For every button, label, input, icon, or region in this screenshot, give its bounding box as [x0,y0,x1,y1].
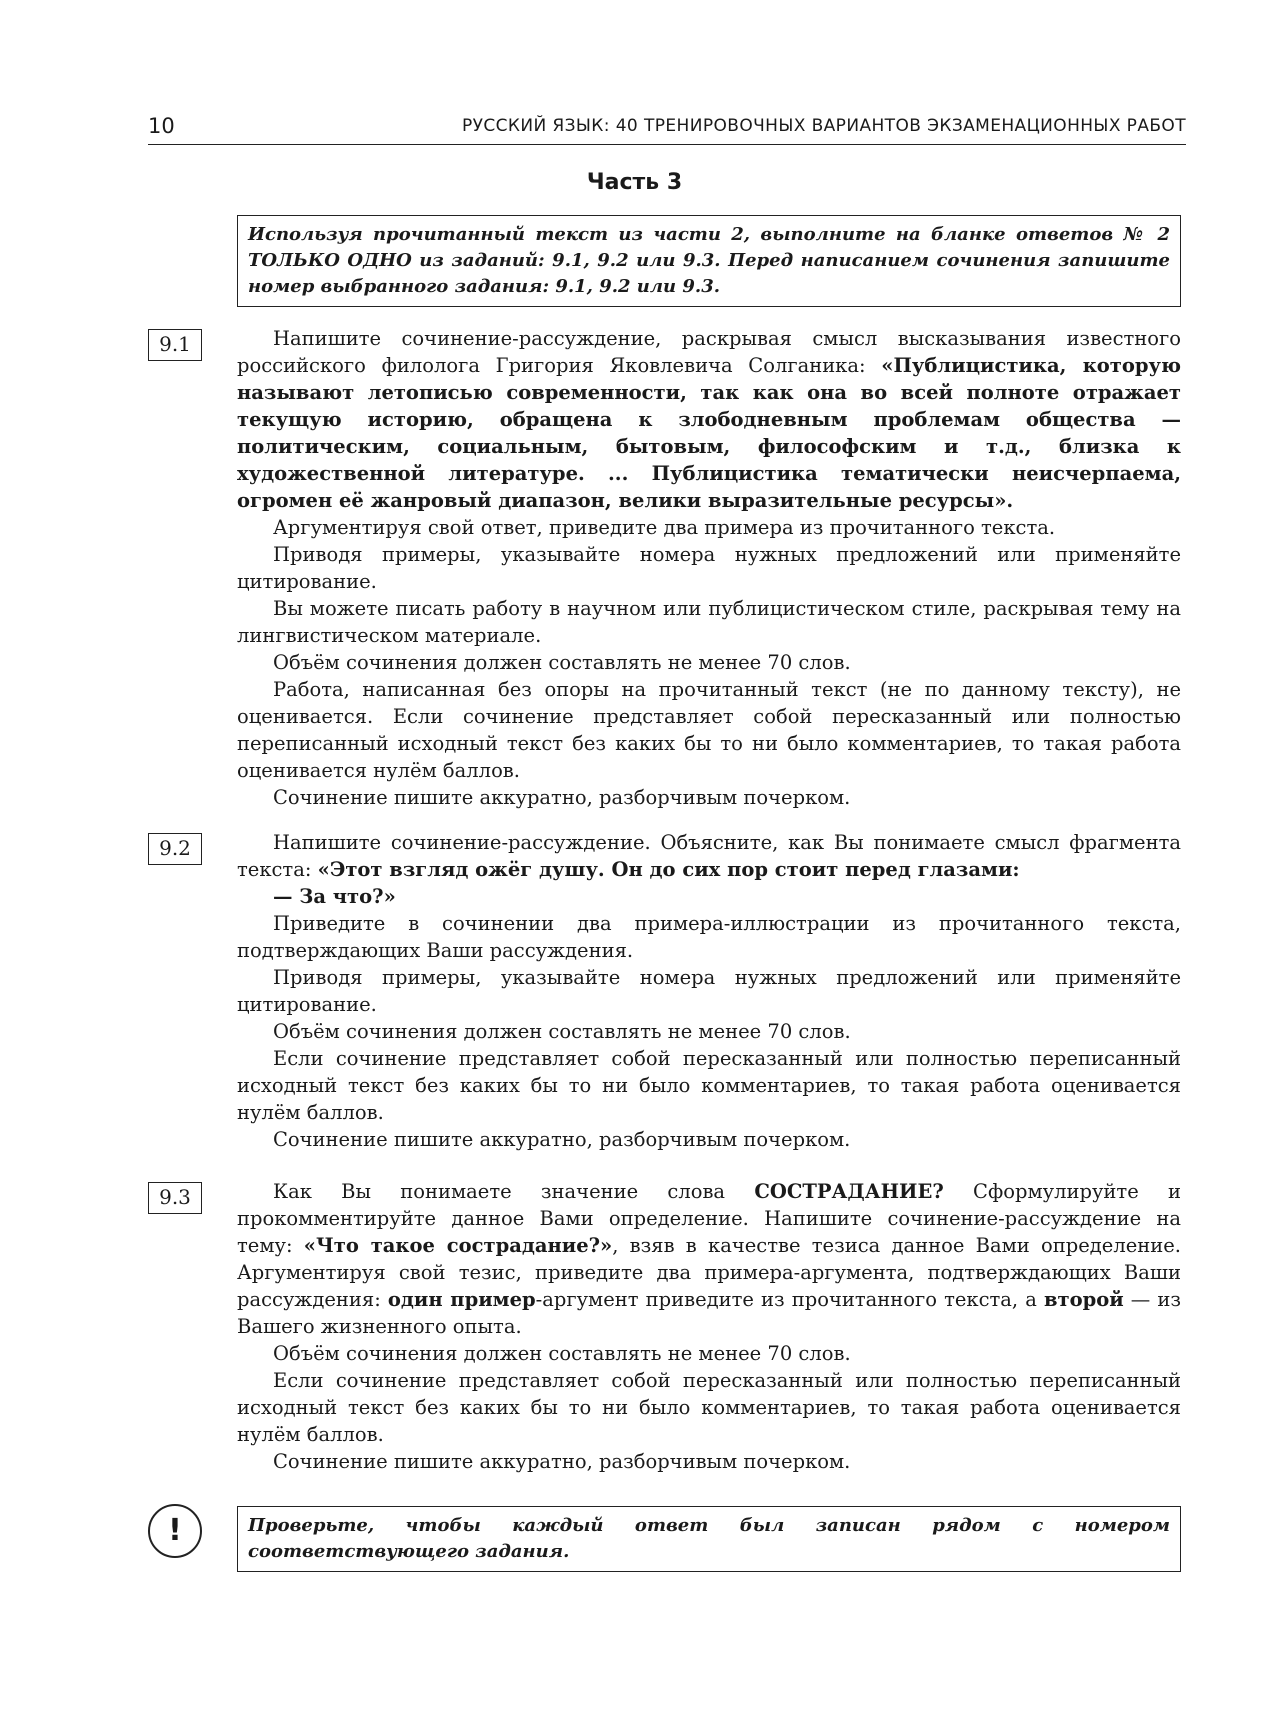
task-9-2-intro: Напишите сочинение-рассуждение. Объясните, как Вы понимаете смысл фрагмента текста: «Этот взгляд ожёг душу. Он до сих пор стоит перед глазами: [237,831,1181,881]
task-9-2-p5: Если сочинение представляет собой пересказанный или полностью переписанный исходный текст без каких бы то ни было комментариев, то такая работа оценивается нулём баллов. [237,1047,1181,1124]
task-number-9-1: 9.1 [148,329,202,361]
solganik-quote: «Публицистика, которую называют летописью современности, так как она во всей полноте отражает текущую историю, обращена к злободневным проблемам общества — политическим, социальным, бытовым, философским и т.д., близка к художественной литературе. ... Публицистика тематически неисчерпаема, огромен её жанровый диапазон, велики выразительные ресурсы». [237,354,1181,512]
task-9-1-p5: Объём сочинения должен составлять не менее 70 слов. [273,651,851,674]
instruction-box: Используя прочитанный текст из части 2, выполните на бланке ответов № 2 ТОЛЬКО ОДНО из заданий: 9.1, 9.2 или 9.3. Перед написанием сочинения запишите номер выбранного задания: 9.1, 9.2 или 9.3. [237,215,1181,307]
task-9-3-p3: Если сочинение представляет собой пересказанный или полностью переписанный исходный текст без каких бы то ни было комментариев, то такая работа оценивается нулём баллов. [237,1369,1181,1446]
task-9-3 [237,1178,1181,1475]
note-box: Проверьте, чтобы каждый ответ был записан рядом с номером соответствующего задания. [237,1506,1181,1572]
fragment-quote-line1: «Этот взгляд ожёг душу. Он до сих пор стоит перед глазами: [317,858,1020,881]
exclamation-icon: ! [148,1504,202,1558]
part-title: Часть 3 [586,170,683,195]
task-9-1-p3: Приводя примеры, указывайте номера нужных предложений или применяйте цитирование. [237,543,1181,593]
task-number-9-3: 9.3 [148,1182,202,1214]
task-9-2-quote-line2: — За что?» [273,885,396,908]
task-9-3-p2: Объём сочинения должен составлять не менее 70 слов. [273,1342,851,1365]
task-9-1-p7: Сочинение пишите аккуратно, разборчивым почерком. [273,786,851,809]
task-9-1-intro: Напишите сочинение-рассуждение, раскрывая смысл высказывания известного российского филолога Григория Яковлевича Солганика: «Публицистика, которую называют летописью современности, так как она во всей полноте отражает текущую историю, обращена к злободневным проблемам общества — политическим, социальным, бытовым, философским и т.д., близка к художественной литературе. ... Публицистика тематически неисчерпаема, огромен её жанровый диапазон, велики выразительные ресурсы». [237,327,1181,512]
book-title: РУССКИЙ ЯЗЫК: 40 ТРЕНИРОВОЧНЫХ ВАРИАНТОВ ЭКЗАМЕНАЦИОННЫХ РАБОТ [461,116,1186,136]
task-number-9-2: 9.2 [148,833,202,865]
task-9-2 [237,829,1181,1153]
task-9-1 [237,325,1181,811]
task-9-3-intro: Как Вы понимаете значение слова СОСТРАДАНИЕ? Сформулируйте и прокомментируйте данное Вами определение. Напишите сочинение-рассуждение на тему: «Что такое сострадание?», взяв в качестве тезиса данное Вами определение. Аргументируя свой тезис, приведите два примера-аргумента, подтверждающих Ваши рассуждения: один пример-аргумент приведите из прочитанного текста, а второй — из Вашего жизненного опыта. [237,1180,1182,1338]
page-header [148,104,1186,145]
task-9-1-p4: Вы можете писать работу в научном или публицистическом стиле, раскрывая тему на лингвистическом материале. [237,597,1181,647]
page-number: 10 [148,114,175,138]
task-9-1-p6: Работа, написанная без опоры на прочитанный текст (не по данному тексту), не оценивается. Если сочинение представляет собой пересказанный или полностью переписанный исходный текст без каких бы то ни было комментариев, то такая работа оценивается нулём баллов. [237,678,1181,782]
task-9-3-p4: Сочинение пишите аккуратно, разборчивым почерком. [273,1450,851,1473]
task-9-2-p3: Приводя примеры, указывайте номера нужных предложений или применяйте цитирование. [237,966,1181,1016]
task-9-1-p2: Аргументируя свой ответ, приведите два примера из прочитанного текста. [273,516,1056,539]
task-9-2-p2: Приведите в сочинении два примера-иллюстрации из прочитанного текста, подтверждающих Ваши рассуждения. [237,912,1181,962]
task-9-2-p6: Сочинение пишите аккуратно, разборчивым почерком. [273,1128,851,1151]
task-9-2-p4: Объём сочинения должен составлять не менее 70 слов. [273,1020,851,1043]
